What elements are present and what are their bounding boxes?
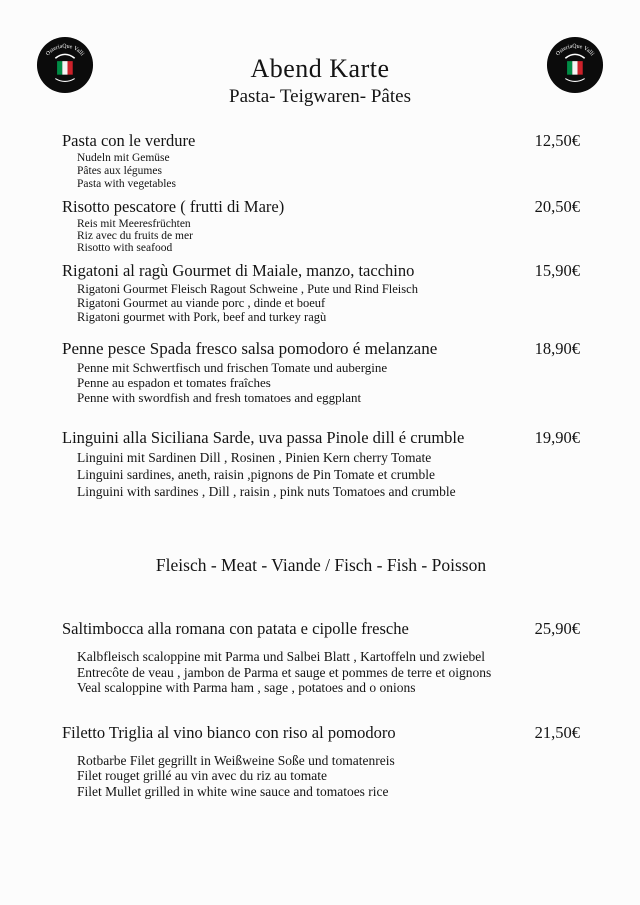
dish-description-de: Reis mit Meeresfrüchten bbox=[77, 218, 191, 230]
menu-header bbox=[0, 0, 640, 108]
dish-description-en: Pasta with vegetables bbox=[77, 178, 177, 190]
menu-item-filetto-triglia bbox=[62, 722, 580, 800]
dish-price: 21,50€ bbox=[534, 722, 580, 742]
item-head bbox=[62, 618, 580, 640]
dish-description-fr: Rigatoni Gourmet au viande porc , dinde et boeuf bbox=[77, 296, 326, 310]
dish-description-fr: Entrecôte de veau , jambon de Parma et sauge et pommes de terre et oignons bbox=[77, 664, 492, 680]
section-header-meat-fish: Fleisch - Meat - Viande / Fisch - Fish - Poisson bbox=[155, 555, 487, 575]
dish-price: 20,50€ bbox=[534, 197, 580, 216]
dish-name: Penne pesce Spada fresco salsa pomodoro é melanzane bbox=[62, 339, 438, 358]
item-head bbox=[62, 196, 580, 218]
menu-items bbox=[0, 108, 640, 799]
dish-description-en: Linguini with sardines , Dill , raisin , pink nuts Tomatoes and crumble bbox=[77, 484, 456, 499]
menu-item-linguini-siciliana bbox=[62, 427, 580, 500]
dish-description-en: Risotto with seafood bbox=[77, 242, 173, 254]
dish-description-fr: Pâtes aux légumes bbox=[77, 165, 162, 177]
dish-price: 12,50€ bbox=[534, 131, 580, 150]
dish-price: 15,90€ bbox=[534, 261, 580, 280]
menu-item-risotto-pescatore bbox=[62, 196, 580, 254]
logo-text: OsteriaQue Valli bbox=[45, 43, 86, 58]
page-title: Abend Karte bbox=[250, 54, 390, 83]
dish-description-de: Penne mit Schwertfisch und frischen Tomate und aubergine bbox=[77, 360, 388, 375]
dish-name: Filetto Triglia al vino bianco con riso al pomodoro bbox=[62, 722, 396, 742]
item-head bbox=[62, 260, 580, 282]
dish-name: Linguini alla Siciliana Sarde, uva passa Pinole dill é crumble bbox=[62, 428, 465, 447]
item-head bbox=[62, 130, 580, 152]
item-head bbox=[62, 427, 580, 449]
dish-name: Saltimbocca alla romana con patata e cipolle fresche bbox=[62, 619, 409, 638]
page-subtitle: Pasta- Teigwaren- Pâtes bbox=[229, 86, 411, 107]
dish-price: 18,90€ bbox=[534, 339, 580, 358]
dish-description-fr: Linguini sardines, aneth, raisin ,pignons de Pin Tomate et crumble bbox=[77, 467, 435, 482]
dish-description-en: Filet Mullet grilled in white wine sauce and tomatoes rice bbox=[77, 783, 389, 799]
dish-description-fr: Filet rouget grillé au vin avec du riz au tomate bbox=[77, 768, 328, 783]
menu-item-pasta-verdure bbox=[62, 130, 580, 191]
dish-name: Risotto pescatore ( frutti di Mare) bbox=[62, 197, 285, 216]
dish-price: 25,90€ bbox=[534, 619, 580, 638]
item-head bbox=[62, 338, 580, 360]
menu-item-rigatoni-ragu bbox=[62, 260, 580, 324]
dish-description-fr: Riz avec du fruits de mer bbox=[77, 230, 193, 242]
dish-description-en: Penne with swordfish and fresh tomatoes and eggplant bbox=[77, 390, 362, 405]
dish-description-de: Kalbfleisch scaloppine mit Parma und Salbei Blatt , Kartoffeln und zwiebel bbox=[77, 649, 486, 664]
item-head bbox=[62, 722, 580, 744]
restaurant-logo-right bbox=[546, 36, 604, 94]
dish-description-en: Rigatoni gourmet with Pork, beef and turkey ragù bbox=[77, 310, 327, 324]
menu-item-penne-pesce-spada bbox=[62, 338, 580, 405]
dish-description-de: Linguini mit Sardinen Dill , Rosinen , Pinien Kern cherry Tomate bbox=[77, 450, 432, 465]
logo-text: OsteriaQue Valli bbox=[555, 43, 596, 58]
dish-description-de: Rotbarbe Filet gegrillt in Weißweine Soße und tomatenreis bbox=[77, 752, 395, 768]
dish-name: Pasta con le verdure bbox=[62, 131, 196, 150]
restaurant-logo-left bbox=[36, 36, 94, 94]
dish-description-en: Veal scaloppine with Parma ham , sage , potatoes and o onions bbox=[77, 680, 416, 695]
dish-price: 19,90€ bbox=[534, 428, 580, 447]
dish-name: Rigatoni al ragù Gourmet di Maiale, manzo, tacchino bbox=[62, 261, 415, 280]
dish-description-de: Rigatoni Gourmet Fleisch Ragout Schweine , Pute und Rind Fleisch bbox=[77, 282, 418, 296]
dish-description-de: Nudeln mit Gemüse bbox=[77, 152, 170, 164]
menu-item-saltimbocca bbox=[62, 618, 580, 696]
dish-description-fr: Penne au espadon et tomates fraîches bbox=[77, 375, 271, 390]
